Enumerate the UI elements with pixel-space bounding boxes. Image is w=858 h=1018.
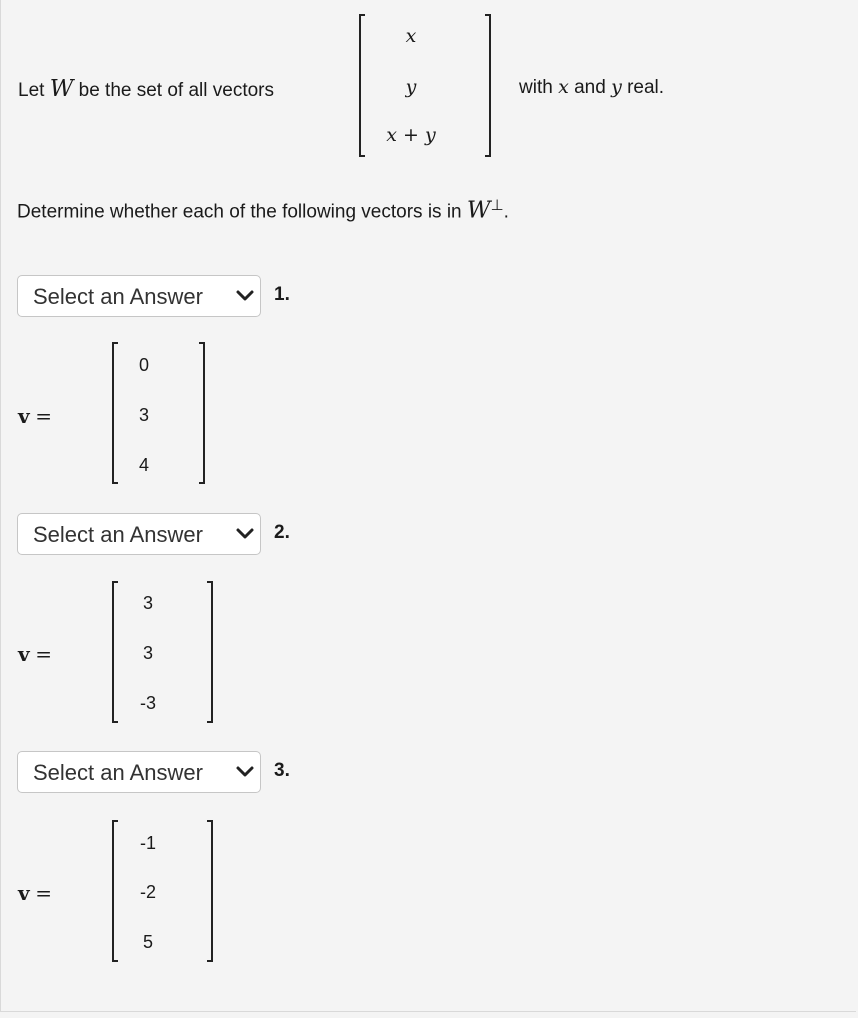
- chevron-down-icon: [235, 289, 255, 303]
- answer-select-2[interactable]: [17, 513, 261, 555]
- question-number-1: 1.: [274, 284, 290, 305]
- chevron-down-icon: [235, 765, 255, 779]
- intro-sentence: [18, 76, 274, 102]
- vector-2-entry-1: 3: [142, 593, 153, 613]
- vector-2-entry-3: -3: [139, 693, 156, 713]
- vector-1-entry-1: 0: [138, 355, 149, 375]
- vector-1-left-bracket: [112, 342, 118, 484]
- equals-sign: =: [35, 642, 52, 666]
- vector-3-entry-3: 5: [142, 932, 153, 952]
- v-symbol: v: [18, 404, 30, 428]
- instruction-var-w: W: [466, 197, 491, 224]
- intro-var-w: W: [49, 76, 74, 102]
- vector-3-entry-2: -2: [139, 882, 156, 902]
- vector-2-right-bracket: [207, 581, 213, 723]
- answer-select-3-label: Select an Answer: [33, 760, 203, 785]
- vector-label-3: [18, 881, 52, 906]
- equals-sign: =: [35, 881, 52, 905]
- intro-suffix: [519, 76, 664, 99]
- intro-var-y: y: [611, 76, 622, 98]
- intro-var-x: x: [558, 76, 569, 98]
- vector-3-left-bracket: [112, 820, 118, 962]
- vector-3-entry-1: -1: [139, 833, 156, 853]
- vector-3-right-bracket: [207, 820, 213, 962]
- set-vector-entry-3: x + y: [386, 124, 436, 146]
- v-symbol: v: [18, 881, 30, 905]
- set-vector-left-bracket: [359, 14, 365, 157]
- vector-label-1: [18, 404, 52, 429]
- answer-select-1[interactable]: [17, 275, 261, 317]
- set-vector-right-bracket: [485, 14, 491, 157]
- chevron-down-icon: [235, 527, 255, 541]
- perp-symbol: ⊥: [490, 197, 504, 214]
- question-number-2: 2.: [274, 522, 290, 543]
- vector-label-2: [18, 642, 52, 667]
- answer-select-1-label: Select an Answer: [33, 284, 203, 309]
- intro-with: with: [519, 77, 553, 98]
- intro-middle: be the set of all vectors: [78, 80, 275, 101]
- answer-select-2-label: Select an Answer: [33, 522, 203, 547]
- set-vector-entry-2: y: [405, 76, 417, 98]
- vector-1-entry-3: 4: [138, 455, 149, 475]
- answer-select-3[interactable]: [17, 751, 261, 793]
- vector-2-entry-2: 3: [142, 643, 153, 663]
- intro-real: real.: [627, 77, 665, 98]
- instruction: [17, 196, 509, 223]
- instruction-period: .: [503, 201, 509, 223]
- question-number-3: 3.: [274, 760, 290, 781]
- equals-sign: =: [35, 404, 52, 428]
- vector-2-left-bracket: [112, 581, 118, 723]
- vector-1-entry-2: 3: [138, 405, 149, 425]
- intro-and: and: [574, 77, 606, 98]
- set-vector-entry-1: x: [405, 25, 417, 47]
- instruction-text: Determine whether each of the following vectors is in: [17, 201, 462, 223]
- vector-1-right-bracket: [199, 342, 205, 484]
- v-symbol: v: [18, 642, 30, 666]
- intro-prefix: Let: [18, 80, 45, 101]
